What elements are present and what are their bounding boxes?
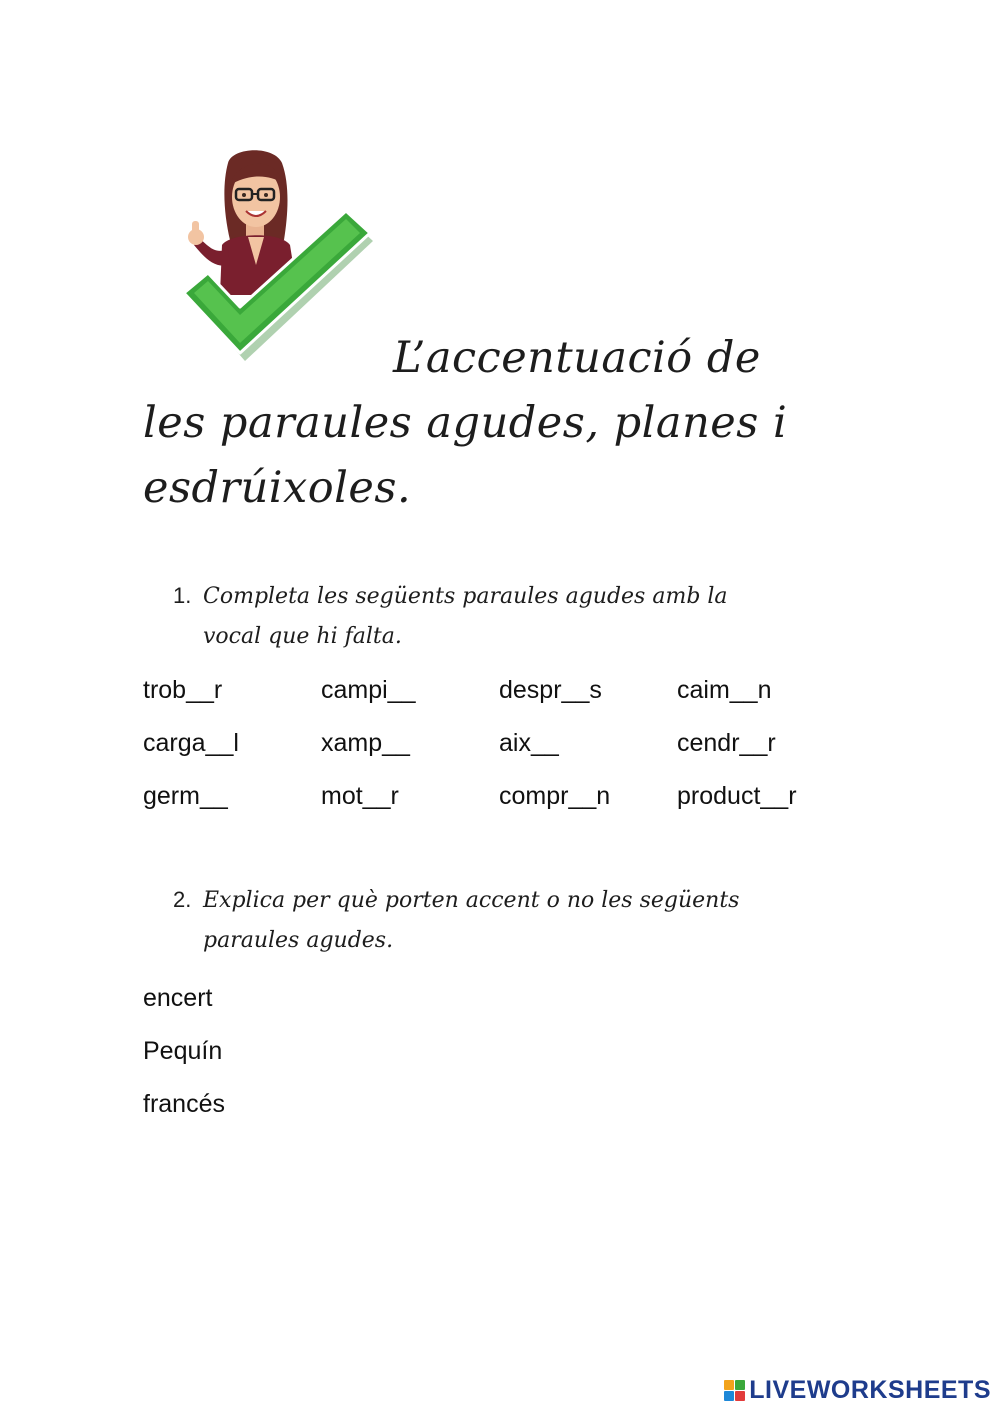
- worksheet-title: [143, 326, 863, 521]
- explain-word: francés: [143, 1090, 225, 1118]
- exercise-1-number: 1.: [173, 583, 192, 608]
- title-line-3: esdrúixoles.: [143, 463, 412, 513]
- fill-in-word[interactable]: xamp__: [321, 729, 410, 757]
- fill-in-word[interactable]: cendr__r: [677, 729, 776, 757]
- explain-word: Pequín: [143, 1037, 223, 1065]
- fill-in-word[interactable]: trob__r: [143, 676, 223, 704]
- liveworksheets-logo: [724, 1376, 991, 1405]
- exercise-2-text-line-1: Explica per què porten accent o no les següents: [203, 888, 740, 913]
- fill-in-word[interactable]: caim__n: [677, 676, 772, 704]
- fill-in-word[interactable]: product__r: [677, 782, 797, 810]
- liveworksheets-logo-icon: [724, 1380, 745, 1401]
- fill-in-word[interactable]: despr__s: [499, 676, 602, 704]
- fill-in-word[interactable]: germ__: [143, 782, 228, 810]
- title-line-1: L’accentuació de: [393, 333, 761, 383]
- fill-in-word[interactable]: campi__: [321, 676, 416, 704]
- fill-in-word[interactable]: compr__n: [499, 782, 611, 810]
- exercise-1-text-line-1: Completa les següents paraules agudes amb la: [203, 584, 728, 609]
- exercise-1-word-grid: [143, 668, 863, 827]
- exercise-2-instruction: [173, 880, 833, 961]
- explain-word: encert: [143, 984, 213, 1012]
- fill-in-word[interactable]: aix__: [499, 729, 559, 757]
- exercise-1-instruction: [173, 576, 833, 657]
- fill-in-word[interactable]: mot__r: [321, 782, 399, 810]
- exercise-2-text-line-2: paraules agudes.: [203, 928, 394, 953]
- liveworksheets-logo-text: LIVEWORKSHEETS: [749, 1376, 991, 1404]
- title-line-2: les paraules agudes, planes i: [143, 398, 788, 448]
- exercise-1-text-line-2: vocal que hi falta.: [203, 624, 402, 649]
- exercise-2-word-list: [143, 972, 225, 1131]
- exercise-2-number: 2.: [173, 887, 192, 912]
- fill-in-word[interactable]: carga__l: [143, 729, 239, 757]
